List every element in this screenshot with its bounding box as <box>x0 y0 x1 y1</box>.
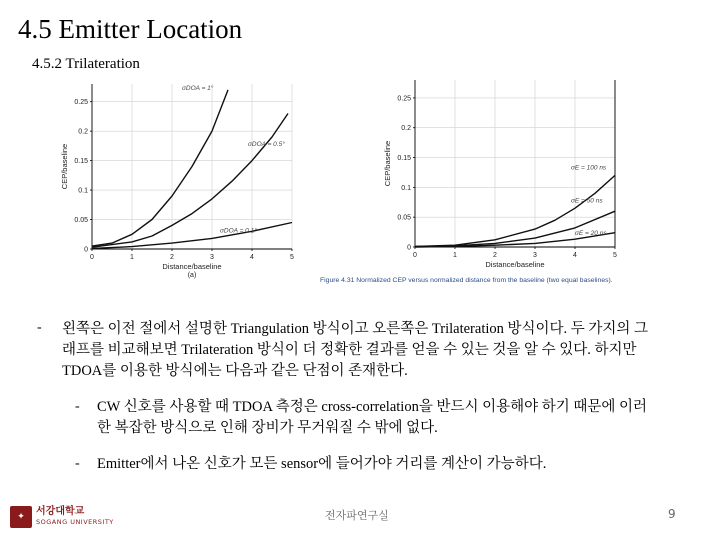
series-label-1: σDOA = 1° <box>182 84 214 92</box>
logo-korean-text: 서강대학교 <box>36 506 85 517</box>
y-axis-label: CEP/baseline <box>60 143 69 190</box>
x-tick-label: 1 <box>453 252 457 259</box>
figure-caption: Figure 4.31 Normalized CEP versus normalized distance from the baseline (two equal baselines). <box>320 277 613 284</box>
x-tick-label: 2 <box>170 254 174 261</box>
triangulation-cep-chart <box>62 78 302 283</box>
x-axis-label: Distance/baseline <box>162 262 222 271</box>
x-axis-label: Distance/baseline <box>485 260 545 269</box>
bullet-marker: - <box>75 399 80 414</box>
y-tick-label: 0 <box>407 244 411 252</box>
page-number: 9 <box>668 507 676 521</box>
x-tick-label: 1 <box>130 254 134 261</box>
x-tick-label: 0 <box>413 252 417 259</box>
x-tick-label: 5 <box>613 252 617 259</box>
x-tick-label: 4 <box>250 254 254 261</box>
y-tick-label: 0.2 <box>401 125 411 133</box>
x-tick-label: 4 <box>573 252 577 259</box>
series-line-3 <box>92 223 292 249</box>
series-label-3: σDOA = 0.1° <box>220 227 257 235</box>
footer-lab-name: 전자파연구실 <box>325 509 389 522</box>
seal-icon: ✦ <box>10 506 32 528</box>
slide-title: 4.5 Emitter Location <box>18 14 243 44</box>
x-tick-label: 3 <box>533 252 537 259</box>
series-label-2: σDOA = 0.5° <box>248 140 285 148</box>
series-label-1: σE = 100 ns <box>571 164 607 172</box>
bullet-sub-cw: CW 신호를 사용할 때 TDOA 측정은 cross-correlation을 반드시 이용해야 하기 때문에 이러한 복잡한 방식으로 인해 장비가 무거워질 수 밖에 없다. <box>97 399 648 436</box>
series-line-2 <box>415 211 615 246</box>
bullet-main: 왼쪽은 이전 절에서 설명한 Triangulation 방식이고 오른쪽은 Trilateration 방식이다. 두 가지의 그래프를 비교해보면 Trilateration 방식이 더 정확한 결과를 얻을 수 있는 것을 알 수 있다. 하지만 TDOA를 이용한 방식에는 다음과 같은 단점이 존재한다. <box>62 321 649 379</box>
y-tick-label: 0.15 <box>397 155 411 163</box>
logo-english-text: SOGANG UNIVERSITY <box>36 518 114 526</box>
bullet-sub-emitter: Emitter에서 나온 신호가 모든 sensor에 들어가야 거리를 계산이 가능하다. <box>97 456 547 472</box>
x-tick-label: 2 <box>493 252 497 259</box>
panel-label: (a) <box>187 272 197 279</box>
series-line-2 <box>92 114 288 248</box>
bullet-marker: - <box>75 456 80 471</box>
trilateration-cep-chart <box>320 76 675 286</box>
y-tick-label: 0.1 <box>78 187 88 195</box>
y-tick-label: 0.05 <box>397 214 411 222</box>
slide-subtitle: 4.5.2 Trilateration <box>32 56 140 72</box>
y-tick-label: 0.15 <box>74 158 88 166</box>
series-line-1 <box>92 90 228 246</box>
university-logo <box>10 506 114 528</box>
series-label-2: σE = 50 ns <box>571 197 603 205</box>
y-tick-label: 0 <box>84 246 88 254</box>
y-tick-label: 0.2 <box>78 128 88 136</box>
y-tick-label: 0.25 <box>74 99 88 107</box>
x-tick-label: 5 <box>290 254 294 261</box>
bullet-marker: - <box>37 320 42 335</box>
x-tick-label: 3 <box>210 254 214 261</box>
y-tick-label: 0.05 <box>74 217 88 225</box>
y-tick-label: 0.25 <box>397 95 411 103</box>
x-tick-label: 0 <box>90 254 94 261</box>
y-tick-label: 0.1 <box>401 184 411 192</box>
y-axis-label: CEP/baseline <box>383 140 392 187</box>
series-label-3: σE = 20 ns <box>575 230 607 238</box>
